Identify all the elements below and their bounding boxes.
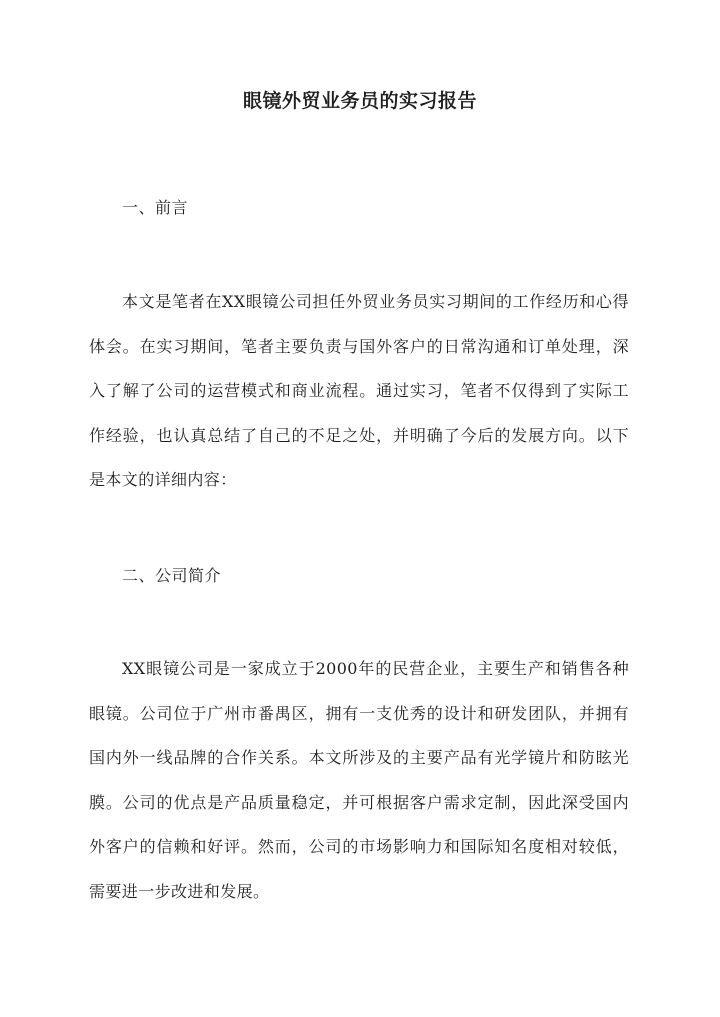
document-title: 眼镜外贸业务员的实习报告 <box>242 90 477 112</box>
section-paragraph-company-intro: XX眼镜公司是一家成立于2000年的民营企业，主要生产和销售各种眼镜。公司位于广州市番禺区，拥有一支优秀的设计和研发团队，并拥有国内外一线品牌的合作关系。本文所涉及的主要产品有光学镜片和防眩光膜。公司的优点是产品质量稳定，并可根据客户需求定制，因此深受国内外客户的信赖和好评。然而，公司的市场影响力和国际知名度相对较低，需要进一步改进和发展。 <box>89 659 629 901</box>
section-heading-company-intro: 二、公司简介 <box>122 566 222 585</box>
section-paragraph-preface: 本文是笔者在XX眼镜公司担任外贸业务员实习期间的工作经历和心得体会。在实习期间，笔者主要负责与国外客户的日常沟通和订单处理，深入了解了公司的运营模式和商业流程。通过实习，笔者不仅得到了实际工作经验，也认真总结了自己的不足之处，并明确了今后的发展方向。以下是本文的详细内容： <box>89 292 629 489</box>
section-heading-preface: 一、前言 <box>122 198 189 217</box>
